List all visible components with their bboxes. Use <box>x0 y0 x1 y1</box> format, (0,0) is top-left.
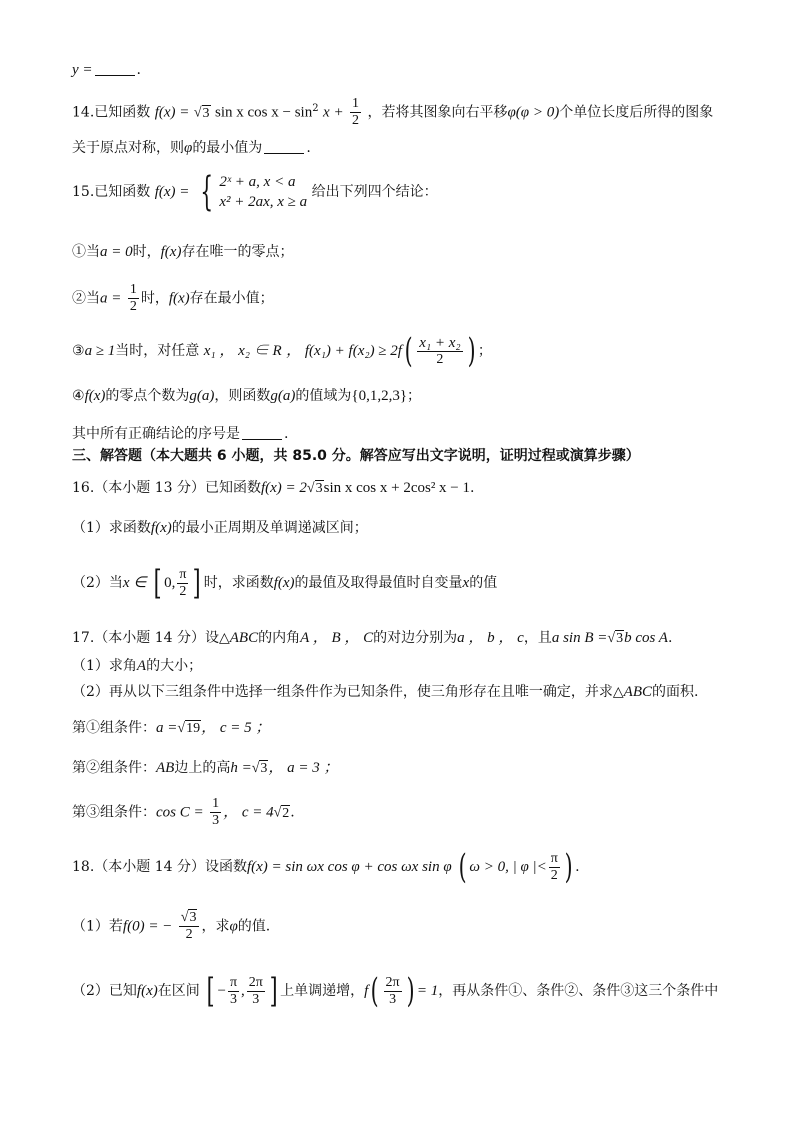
sqrt-3: √3 <box>193 105 210 121</box>
q15-c4: ④f(x)的零点个数为g(a)，则函数g(a)的值域为{0,1,2,3}； <box>72 388 422 404</box>
q14-line2: 关于原点对称，则φ的最小值为 . <box>72 140 311 156</box>
q18-p2: （2）已知f(x)在区间 [ − $\frac{\pi}{3}$ , $\frac{2\pi}{3}$ ] 上单调递增，f( $\frac{2\pi}{3}$ ) = 1，再从条件①、条件②、条件③这三个条件中 <box>72 971 719 1011</box>
q17-p1: （1）求角A的大小； <box>72 658 203 674</box>
q15-c2: ②当a = $\frac{1}{2}$ 时，f(x)存在最小值； <box>72 282 274 314</box>
q17-g1: 第①组条件：a =√19， c = 5 ； <box>72 720 271 736</box>
q17-p2: （2）再从以下三组条件中选择一组条件作为已知条件，使三角形存在且唯一确定，并求△ABC的面积. <box>72 684 699 700</box>
q18-p1: （1）若f(0) = − $\frac{√3}{2}$ ，求φ的值. <box>72 910 271 942</box>
q17-head: 17.（本小题 14 分）设△ABC的内角A ， B ， C的对边分别为a ， b ， c，且a sin B =√3b cos A. <box>72 630 673 646</box>
q13-tail: y = . <box>72 62 141 78</box>
q18-head: 18.（本小题 14 分）设函数f(x) = sin ωx cos φ + cos ωx sin φ ( ω > 0, | φ |< $\frac{\pi}{2}$ ) . <box>72 847 580 887</box>
answer-blank <box>95 61 135 76</box>
piecewise: { 2ˣ + a, x < a x² + 2ax, x ≥ a <box>200 169 308 215</box>
q15-ask: 其中所有正确结论的序号是 . <box>72 426 289 442</box>
q17-g2: 第②组条件：AB边上的高h =√3， a = 3 ； <box>72 760 339 776</box>
q16-head: 16.（本小题 13 分）已知函数f(x) = 2√3sin x cos x + 2cos² x − 1. <box>72 480 475 496</box>
q14-line1: 14.已知函数 f(x) = √3 sin x $\cos x - \sin^2 x$ + $\frac{1}{2}$ ，若将其图象向右平移φ(φ > 0)个单位长度后所得的图象 <box>72 96 714 128</box>
answer-blank <box>242 425 282 440</box>
q15-c3: ③a ≥ 1当时，对任意 x₁ ， x₂ ∈ R ， f(x₁) + f(x₂) ≥ 2f( $\frac{\text{x₁ + x₂}}{2}$ ) ； <box>72 331 492 371</box>
q15-c1: ①当a = 0时，f(x)存在唯一的零点； <box>72 244 294 260</box>
q17-g3: 第③组条件：cos C = $\frac{1}{3}$ ， c = 4√2. <box>72 796 295 828</box>
section-heading: 三、解答题（本大题共 6 小题，共 85.0 分。解答应写出文字说明，证明过程或演算步骤） <box>72 448 640 464</box>
q16-p1: （1）求函数f(x)的最小正周期及单调递减区间； <box>72 520 368 536</box>
q16-p2: （2）当x ∈ [ 0, $\frac{\pi}{2}$ ] 时，求函数f(x)的最值及取得最值时自变量x的值 <box>72 563 498 603</box>
fraction: $\frac{1}{2}$ <box>352 96 360 128</box>
answer-blank <box>264 139 304 154</box>
q15-line1: 15.已知函数 f(x) = { 2ˣ + a, x < a x² + 2ax, x ≥ a 给出下列四个结论： <box>72 169 438 215</box>
